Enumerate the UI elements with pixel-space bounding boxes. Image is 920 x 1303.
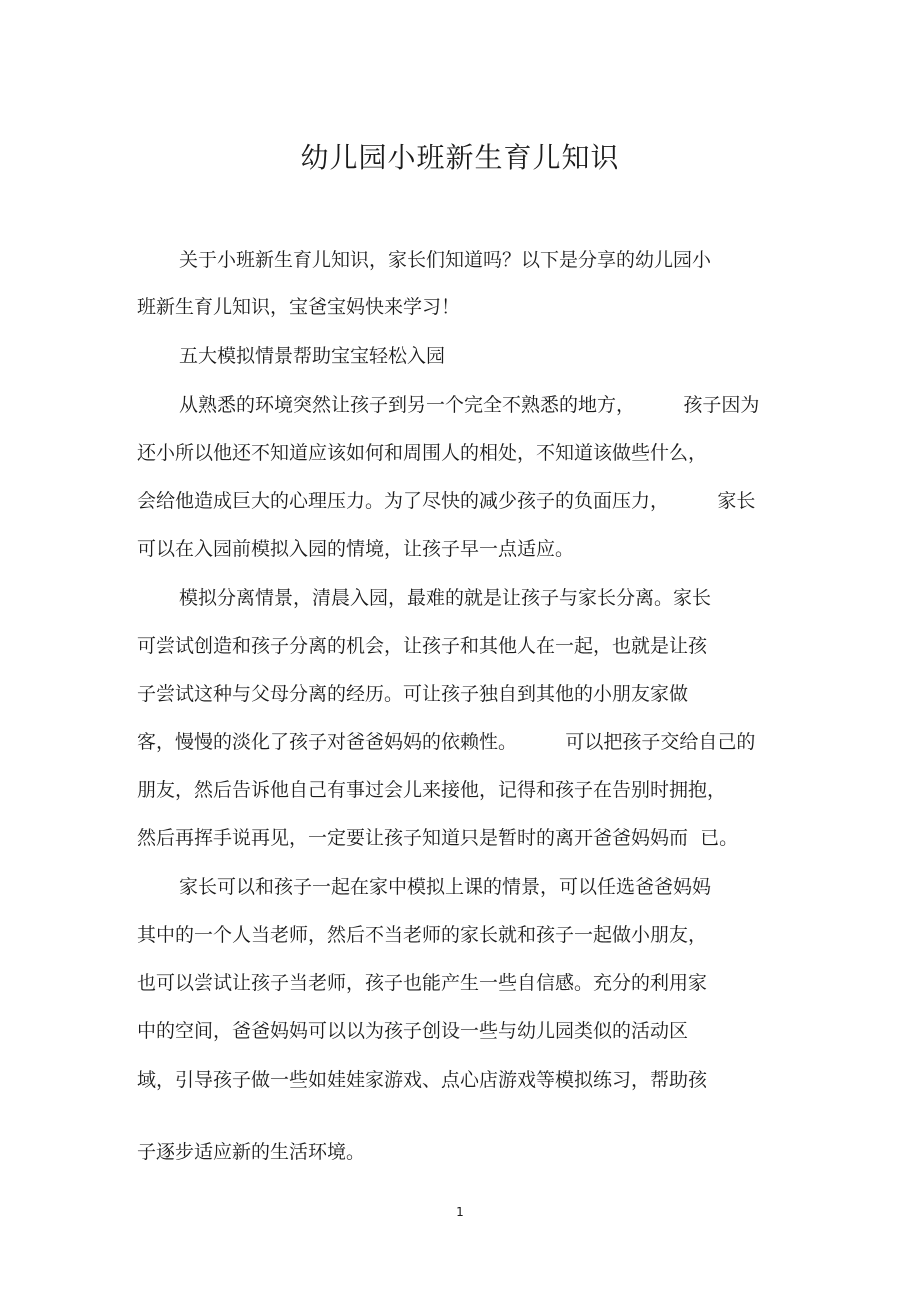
paragraph-line: 域，引导孩子做一些如娃娃家游戏、点心店游戏等模拟练习，帮助孩: [137, 1069, 708, 1091]
paragraph-line: 会给他造成巨大的心理压力。为了尽快的减少孩子的负面压力， 家长: [137, 490, 756, 512]
paragraph-line: 家长可以和孩子一起在家中模拟上课的情景，可以任选爸爸妈妈: [179, 876, 712, 898]
paragraph-line: 其中的一个人当老师，然后不当老师的家长就和孩子一起做小朋友，: [137, 924, 708, 946]
section-heading: 五大模拟情景帮助宝宝轻松入园: [179, 345, 446, 367]
paragraph-line: 然后再挥手说再见，一定要让孩子知道只是暂时的离开爸爸妈妈而 已。: [137, 827, 739, 849]
page-number: 1: [456, 1205, 464, 1219]
paragraph-line: 中的空间，爸爸妈妈可以以为孩子创设一些与幼儿园类似的活动区: [137, 1020, 689, 1042]
paragraph-line: 还小所以他还不知道应该如何和周围人的相处，不知道该做些什么，: [137, 442, 708, 464]
paragraph-line: 可尝试创造和孩子分离的机会，让孩子和其他人在一起，也就是让孩: [137, 635, 708, 657]
paragraph-line: 班新生育儿知识，宝爸宝妈快来学习！: [137, 296, 461, 318]
paragraph-line: 客，慢慢的淡化了孩子对爸爸妈妈的依赖性。 可以把孩子交给自己的: [137, 731, 756, 753]
paragraph-line: 子逐步适应新的生活环境。: [137, 1141, 366, 1163]
paragraph-line: 关于小班新生育儿知识，家长们知道吗？以下是分享的幼儿园小: [179, 249, 712, 271]
paragraph-line: 模拟分离情景，清晨入园，最难的就是让孩子与家长分离。家长: [179, 587, 712, 609]
paragraph-line: 也可以尝试让孩子当老师，孩子也能产生一些自信感。充分的利用家: [137, 972, 708, 994]
paragraph-line: 朋友，然后告诉他自己有事过会儿来接他，记得和孩子在告别时拥抱，: [137, 779, 727, 801]
paragraph-line: 从熟悉的环境突然让孩子到另一个完全不熟悉的地方， 孩子因为: [179, 394, 760, 416]
paragraph-line: 可以在入园前模拟入园的情境，让孩子早一点适应。: [137, 538, 575, 560]
document-title: 幼儿园小班新生育儿知识: [300, 141, 620, 174]
paragraph-line: 子尝试这种与父母分离的经历。可让孩子独自到其他的小朋友家做: [137, 683, 689, 705]
